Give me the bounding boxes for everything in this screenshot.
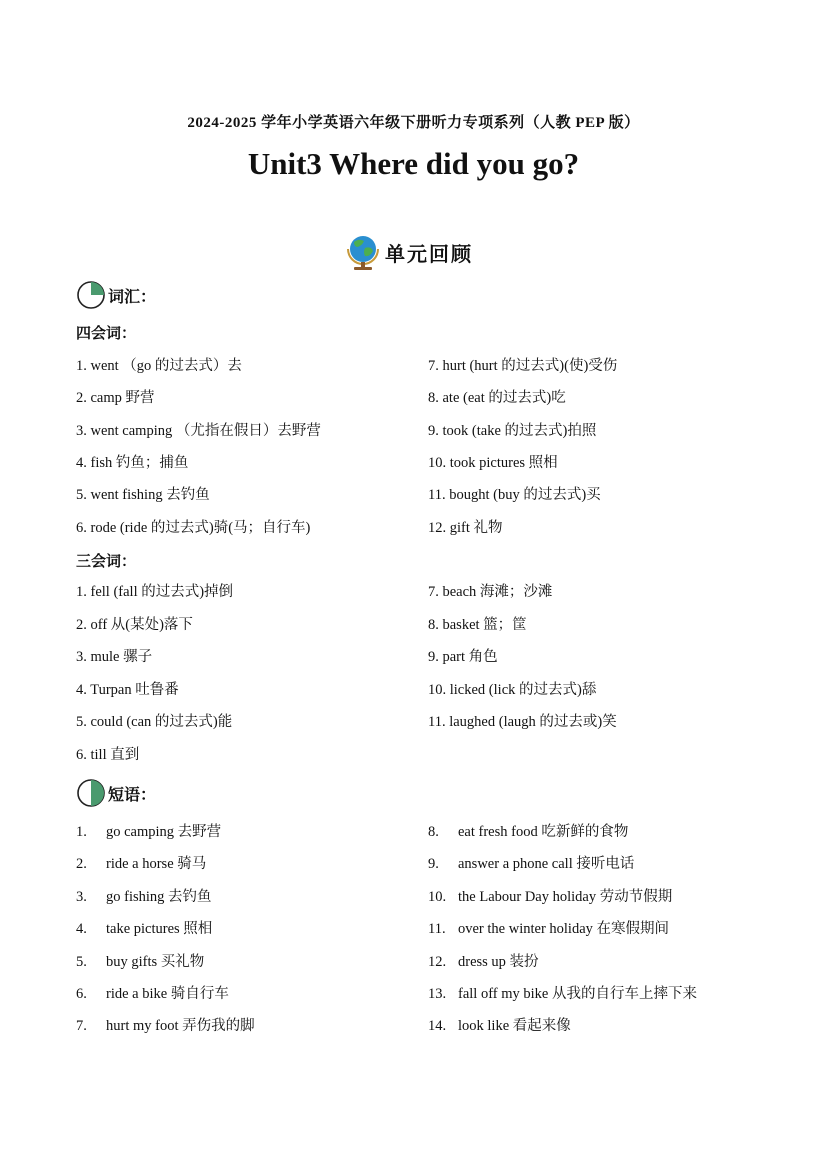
list-item bbox=[428, 984, 697, 1004]
list-item: 4. fish 钓鱼；捕鱼 bbox=[76, 455, 189, 471]
item-text: go camping 去野营 bbox=[106, 824, 222, 840]
unit-review-label: 单元回顾 bbox=[385, 243, 473, 266]
item-number: 9. bbox=[428, 856, 439, 872]
list-item bbox=[76, 952, 204, 972]
item-number: 2. bbox=[76, 856, 87, 872]
list-item: 6. till 直到 bbox=[76, 747, 140, 763]
phrases-label: 短语： bbox=[108, 786, 157, 804]
list-item: 5. could (can 的过去式)能 bbox=[76, 714, 233, 730]
item-text: look like 看起来像 bbox=[458, 1018, 571, 1034]
item-number: 3. bbox=[76, 889, 87, 905]
list-item bbox=[76, 919, 212, 939]
list-item bbox=[76, 822, 221, 842]
list-item bbox=[428, 822, 628, 842]
three-skill-words-title: 三会词： bbox=[76, 554, 137, 570]
item-text: fall off my bike 从我的自行车上摔下来 bbox=[458, 986, 697, 1002]
item-number: 8. bbox=[428, 824, 439, 840]
list-item: 3. mule 骡子 bbox=[76, 649, 153, 665]
item-number: 14. bbox=[428, 1018, 447, 1034]
item-text: go fishing 去钓鱼 bbox=[106, 889, 212, 905]
list-item: 8. basket 篮；筐 bbox=[428, 617, 527, 633]
list-item: 12. gift 礼物 bbox=[428, 520, 503, 536]
item-number: 11. bbox=[428, 921, 446, 937]
list-item: 2. off 从(某处)落下 bbox=[76, 617, 193, 633]
item-number: 1. bbox=[76, 824, 87, 840]
pie-half-icon bbox=[76, 778, 106, 808]
item-text: ride a bike 骑自行车 bbox=[106, 986, 229, 1002]
pie-quarter-icon bbox=[76, 280, 106, 310]
list-item: 4. Turpan 吐鲁番 bbox=[76, 682, 179, 698]
list-item: 1. fell (fall 的过去式)掉倒 bbox=[76, 584, 234, 600]
item-text: over the winter holiday 在寒假期间 bbox=[458, 921, 670, 937]
item-text: ride a horse 骑马 bbox=[106, 856, 207, 872]
item-number: 7. bbox=[76, 1018, 87, 1034]
vocab-section-heading bbox=[76, 280, 156, 310]
list-item bbox=[428, 1016, 571, 1036]
list-item: 7. hurt (hurt 的过去式)(使)受伤 bbox=[428, 358, 618, 374]
list-item: 2. camp 野营 bbox=[76, 390, 155, 406]
list-item: 11. bought (buy 的过去式)买 bbox=[428, 487, 601, 503]
list-item bbox=[428, 887, 672, 907]
globe-icon bbox=[345, 232, 381, 272]
list-item: 11. laughed (laugh 的过去或)笑 bbox=[428, 714, 617, 730]
four-skill-words-title: 四会词： bbox=[76, 326, 137, 342]
item-text: buy gifts 买礼物 bbox=[106, 954, 205, 970]
list-item bbox=[428, 854, 634, 874]
list-item bbox=[76, 854, 206, 874]
item-text: the Labour Day holiday 劳动节假期 bbox=[458, 889, 673, 905]
item-number: 4. bbox=[76, 921, 87, 937]
list-item: 1. went （go 的过去式）去 bbox=[76, 358, 242, 374]
item-number: 5. bbox=[76, 954, 87, 970]
item-number: 12. bbox=[428, 954, 447, 970]
list-item: 7. beach 海滩；沙滩 bbox=[428, 584, 553, 600]
page-subtitle: 2024-2025 学年小学英语六年级下册听力专项系列（人教 PEP 版） bbox=[187, 115, 640, 131]
unit-review-heading bbox=[345, 232, 473, 272]
item-text: eat fresh food 吃新鲜的食物 bbox=[458, 824, 629, 840]
list-item: 8. ate (eat 的过去式)吃 bbox=[428, 390, 566, 406]
list-item: 5. went fishing 去钓鱼 bbox=[76, 487, 210, 503]
item-number: 6. bbox=[76, 986, 87, 1002]
list-item: 10. took pictures 照相 bbox=[428, 455, 558, 471]
item-number: 10. bbox=[428, 889, 447, 905]
list-item bbox=[76, 984, 229, 1004]
phrases-section-heading bbox=[76, 778, 156, 808]
list-item bbox=[428, 919, 669, 939]
list-item: 10. licked (lick 的过去式)舔 bbox=[428, 682, 597, 698]
list-item: 9. part 角色 bbox=[428, 649, 498, 665]
list-item bbox=[76, 887, 212, 907]
item-text: answer a phone call 接听电话 bbox=[458, 856, 635, 872]
list-item: 3. went camping （尤指在假日）去野营 bbox=[76, 423, 321, 439]
item-text: dress up 装扮 bbox=[458, 954, 539, 970]
vocab-label: 词汇： bbox=[108, 288, 157, 306]
list-item: 9. took (take 的过去式)拍照 bbox=[428, 423, 597, 439]
item-text: hurt my foot 弄伤我的脚 bbox=[106, 1018, 255, 1034]
list-item bbox=[428, 952, 539, 972]
page-title: Unit3 Where did you go? bbox=[247, 146, 580, 181]
item-text: take pictures 照相 bbox=[106, 921, 213, 937]
list-item: 6. rode (ride 的过去式)骑(马；自行车) bbox=[76, 520, 311, 536]
list-item bbox=[76, 1016, 255, 1036]
item-number: 13. bbox=[428, 986, 447, 1002]
